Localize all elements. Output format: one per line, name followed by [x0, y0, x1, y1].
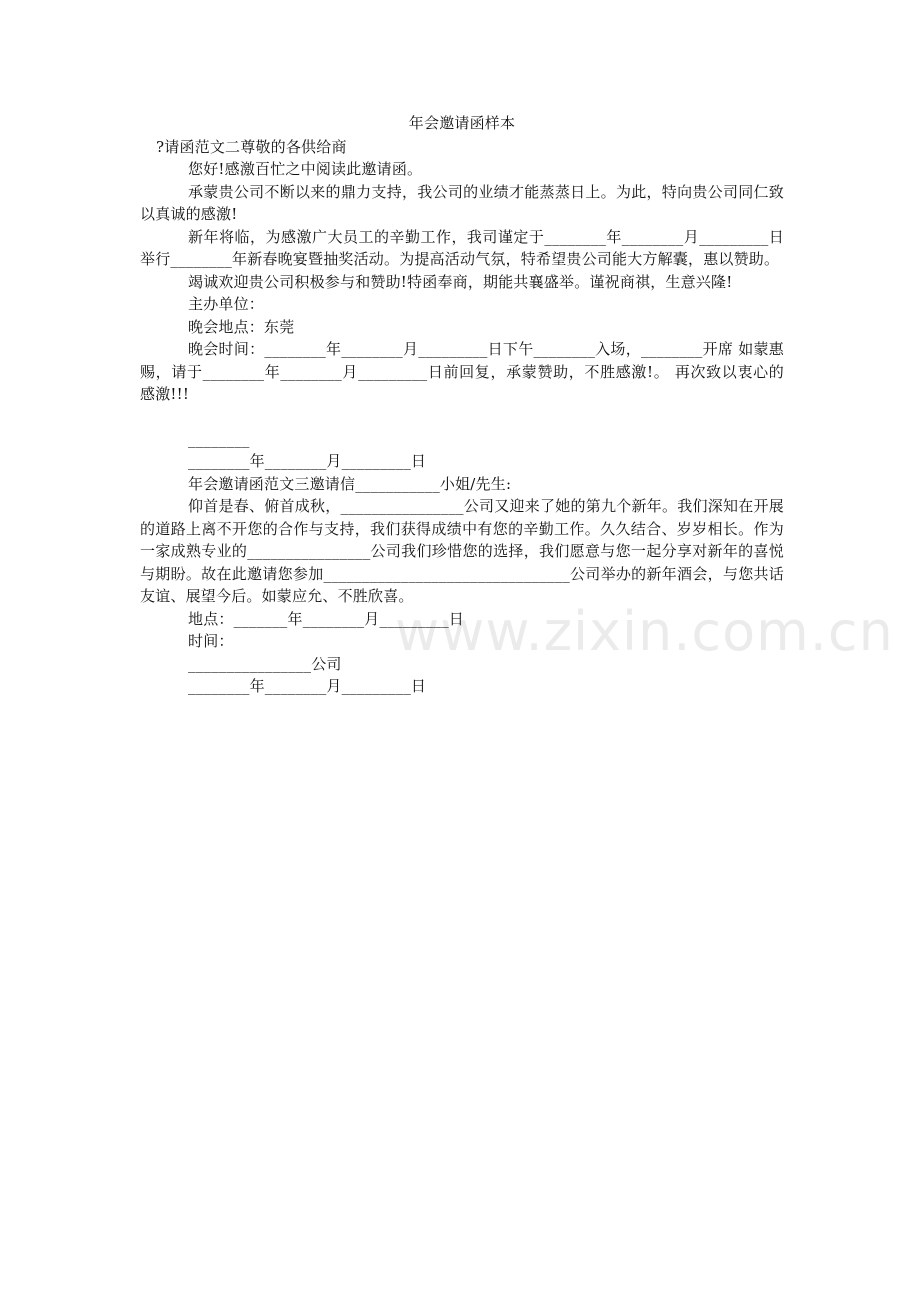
time-paragraph: 晚会时间：________年________月_________日下午________入场，________开席 如蒙惠赐，请于________年________月_________日前回复，承蒙赞助，不胜感激!。 再次致以衷心的感激!!!: [140, 340, 784, 403]
document-body: [140, 112, 784, 698]
letter-three-body: 仰首是春、俯首成秋，________________公司又迎来了她的第九个新年。我们深知在开展的道路上离不开您的合作与支持，我们获得成绩中有您的辛勤工作。久久结合、岁岁相长。作为一家成熟专业的________________公司我们珍惜您的选择，我们愿意与您一起分享对新年的喜悦与期盼。故在此邀请您参加________________________________公司举办的新年酒会，与您共话友谊、展望今后。如蒙应允、不胜欣喜。: [140, 497, 784, 605]
watermark: www.zixin.com.cn: [395, 600, 894, 663]
thanks-paragraph: 承蒙贵公司不断以来的鼎力支持，我公司的业绩才能蒸蒸日上。为此，特向贵公司同仁致以真诚的感激!: [140, 182, 784, 223]
closing-date: ________年________月_________日: [188, 677, 427, 695]
spacer: [140, 406, 784, 428]
welcome-paragraph: 竭诚欢迎贵公司积极参与和赞助!特函奉商，期能共襄盛举。谨祝商祺，生意兴隆!: [188, 272, 733, 291]
document-title: 年会邀请函样本: [408, 114, 516, 132]
location-line: 地点：_______年________月_________日: [188, 609, 465, 628]
signature-blank: ________: [188, 429, 250, 448]
greeting-paragraph: 您好!感激百忙之中阅读此邀请函。: [188, 160, 423, 178]
signature-date: ________年________月_________日: [188, 452, 427, 470]
salutation-line: ?请函范文二尊敬的各供给商: [156, 137, 347, 156]
event-paragraph: 新年将临，为感激广大员工的辛勤工作，我司谨定于________年________月_________日举行________年新春晚宴暨抽奖活动。为提高活动气氛，特希望贵公司能大方解囊，惠以赞助。: [140, 227, 784, 268]
company-signature: ________________公司: [188, 654, 342, 673]
time-line: 时间：: [188, 632, 234, 650]
letter-three-heading: 年会邀请函范文三邀请信___________小姐/先生:: [188, 474, 512, 493]
organizer-line: 主办单位：: [188, 295, 265, 313]
venue-line: 晚会地点：东莞: [188, 317, 295, 336]
